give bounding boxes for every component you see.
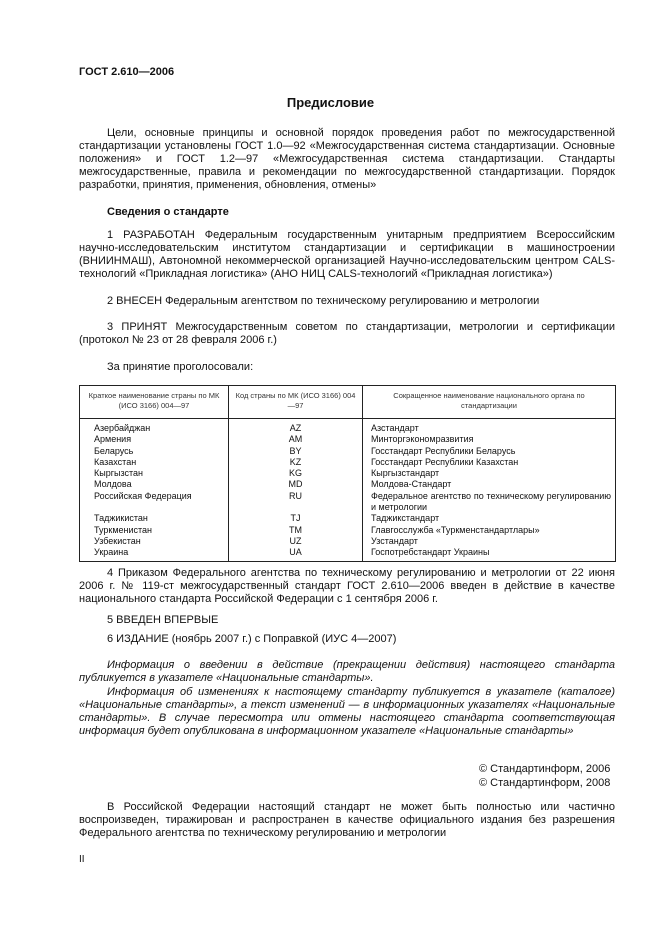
- note-introduction: Информация о введении в действие (прекращении действия) настоящего стандарта публикуется в указателе «Национальные стандарты».: [79, 659, 615, 684]
- organization-cell: Кыргызстандарт: [363, 468, 616, 479]
- table-row: [80, 491, 616, 514]
- code-cell: MD: [229, 479, 363, 490]
- country-cell: Туркменистан: [80, 525, 229, 536]
- table-header-row: [80, 386, 616, 419]
- paragraph-1: 1 РАЗРАБОТАН Федеральным государственным унитарным предприятием Всероссийским научно-исследовательским институтом стандартизации и сертификации в машиностроении (ВНИИНМАШ), Автономной некоммерческой организацией Научно-исследовательским центром CALS-технологий «Прикладная логистика» (АНО НИЦ CALS-технологий «Прикладная логистика»): [79, 229, 615, 280]
- organization-cell: Госстандарт Республики Казахстан: [363, 457, 616, 468]
- code-cell: TJ: [229, 513, 363, 524]
- organization-cell: Азстандарт: [363, 419, 616, 435]
- country-cell: Казахстан: [80, 457, 229, 468]
- organization-cell: Федеральное агентство по техническому регулированию и метрологии: [363, 491, 616, 514]
- country-cell: Таджикистан: [80, 513, 229, 524]
- paragraph-6: 6 ИЗДАНИЕ (ноябрь 2007 г.) с Поправкой (ИУС 4—2007): [107, 633, 397, 645]
- country-cell: Российская Федерация: [80, 491, 229, 514]
- organization-cell: Главгосслужба «Туркменстандартлары»: [363, 525, 616, 536]
- col-header-code: Код страны по МК (ИСО 3166) 004—97: [229, 386, 363, 419]
- code-cell: KG: [229, 468, 363, 479]
- paragraph-5: 5 ВВЕДЕН ВПЕРВЫЕ: [107, 614, 219, 626]
- note-changes: Информация об изменениях к настоящему стандарту публикуется в указателе (каталоге) «Национальные стандарты», а текст изменений — в информационных указателях «Национальные стандарты». В случае пересмотра или отмены настоящего стандарта соответствующая информация будет опубликована в информационном указателе «Национальные стандарты»: [79, 686, 615, 737]
- organization-cell: Минторгэкономразвития: [363, 434, 616, 445]
- country-cell: Кыргызстан: [80, 468, 229, 479]
- table-row: [80, 525, 616, 536]
- table-row: [80, 536, 616, 547]
- paragraph-3: 3 ПРИНЯТ Межгосударственным советом по стандартизации, метрологии и сертификации (протокол № 23 от 28 февраля 2006 г.): [79, 321, 615, 346]
- country-cell: Украина: [80, 547, 229, 561]
- organization-cell: Госпотребстандарт Украины: [363, 547, 616, 561]
- table-row: [80, 446, 616, 457]
- page-number: II: [79, 854, 85, 865]
- code-cell: BY: [229, 446, 363, 457]
- country-cell: Узбекистан: [80, 536, 229, 547]
- document-header: ГОСТ 2.610—2006: [79, 66, 175, 78]
- code-cell: RU: [229, 491, 363, 514]
- code-cell: KZ: [229, 457, 363, 468]
- table-row: [80, 434, 616, 445]
- table-row: [80, 457, 616, 468]
- rights-paragraph: В Российской Федерации настоящий стандарт не может быть полностью или частично воспроизведен, тиражирован и распространен в качестве официального издания без разрешения Федерального агентства по техническому регулированию и метрологии: [79, 801, 615, 839]
- table-row: [80, 468, 616, 479]
- col-header-country: Краткое наименование страны по МК (ИСО 3166) 004—97: [80, 386, 229, 419]
- paragraph-4: 4 Приказом Федерального агентства по техническому регулированию и метрологии от 22 июня 2006 г. № 119-ст межгосударственный стандарт ГОСТ 2.610—2006 введен в действие в качестве национального стандарта Российской Федерации с 1 сентября 2006 г.: [79, 567, 615, 605]
- code-cell: UZ: [229, 536, 363, 547]
- code-cell: AM: [229, 434, 363, 445]
- paragraph-2: 2 ВНЕСЕН Федеральным агентством по техническому регулированию и метрологии: [107, 295, 540, 307]
- copyright-line: © Стандартинформ, 2008: [479, 777, 611, 789]
- table-row: [80, 419, 616, 435]
- code-cell: UA: [229, 547, 363, 561]
- voting-table: [79, 385, 616, 562]
- section-title: Сведения о стандарте: [107, 206, 229, 218]
- organization-cell: Молдова-Стандарт: [363, 479, 616, 490]
- country-cell: Азербайджан: [80, 419, 229, 435]
- voted-label: За принятие проголосовали:: [107, 361, 254, 373]
- intro-paragraph: Цели, основные принципы и основной порядок проведения работ по межгосударственной стандартизации установлены ГОСТ 1.0—92 «Межгосударственная система стандартизации. Основные положения» и ГОСТ 1.2—97 «Межгосударственная система стандартизации. Стандарты межгосударственные, правила и рекомендации по межгосударственной стандартизации. Порядок разработки, принятия, применения, обновления, отмены»: [79, 127, 615, 191]
- table-row: [80, 547, 616, 561]
- country-cell: Армения: [80, 434, 229, 445]
- organization-cell: Госстандарт Республики Беларусь: [363, 446, 616, 457]
- page-title: Предисловие: [286, 95, 375, 110]
- col-header-organization: Сокращенное наименование национального органа по стандартизации: [363, 386, 616, 419]
- code-cell: TM: [229, 525, 363, 536]
- organization-cell: Таджикстандарт: [363, 513, 616, 524]
- table-row: [80, 479, 616, 490]
- copyright-line: © Стандартинформ, 2006: [479, 763, 611, 775]
- table-row: [80, 513, 616, 524]
- organization-cell: Узстандарт: [363, 536, 616, 547]
- code-cell: AZ: [229, 419, 363, 435]
- country-cell: Молдова: [80, 479, 229, 490]
- country-cell: Беларусь: [80, 446, 229, 457]
